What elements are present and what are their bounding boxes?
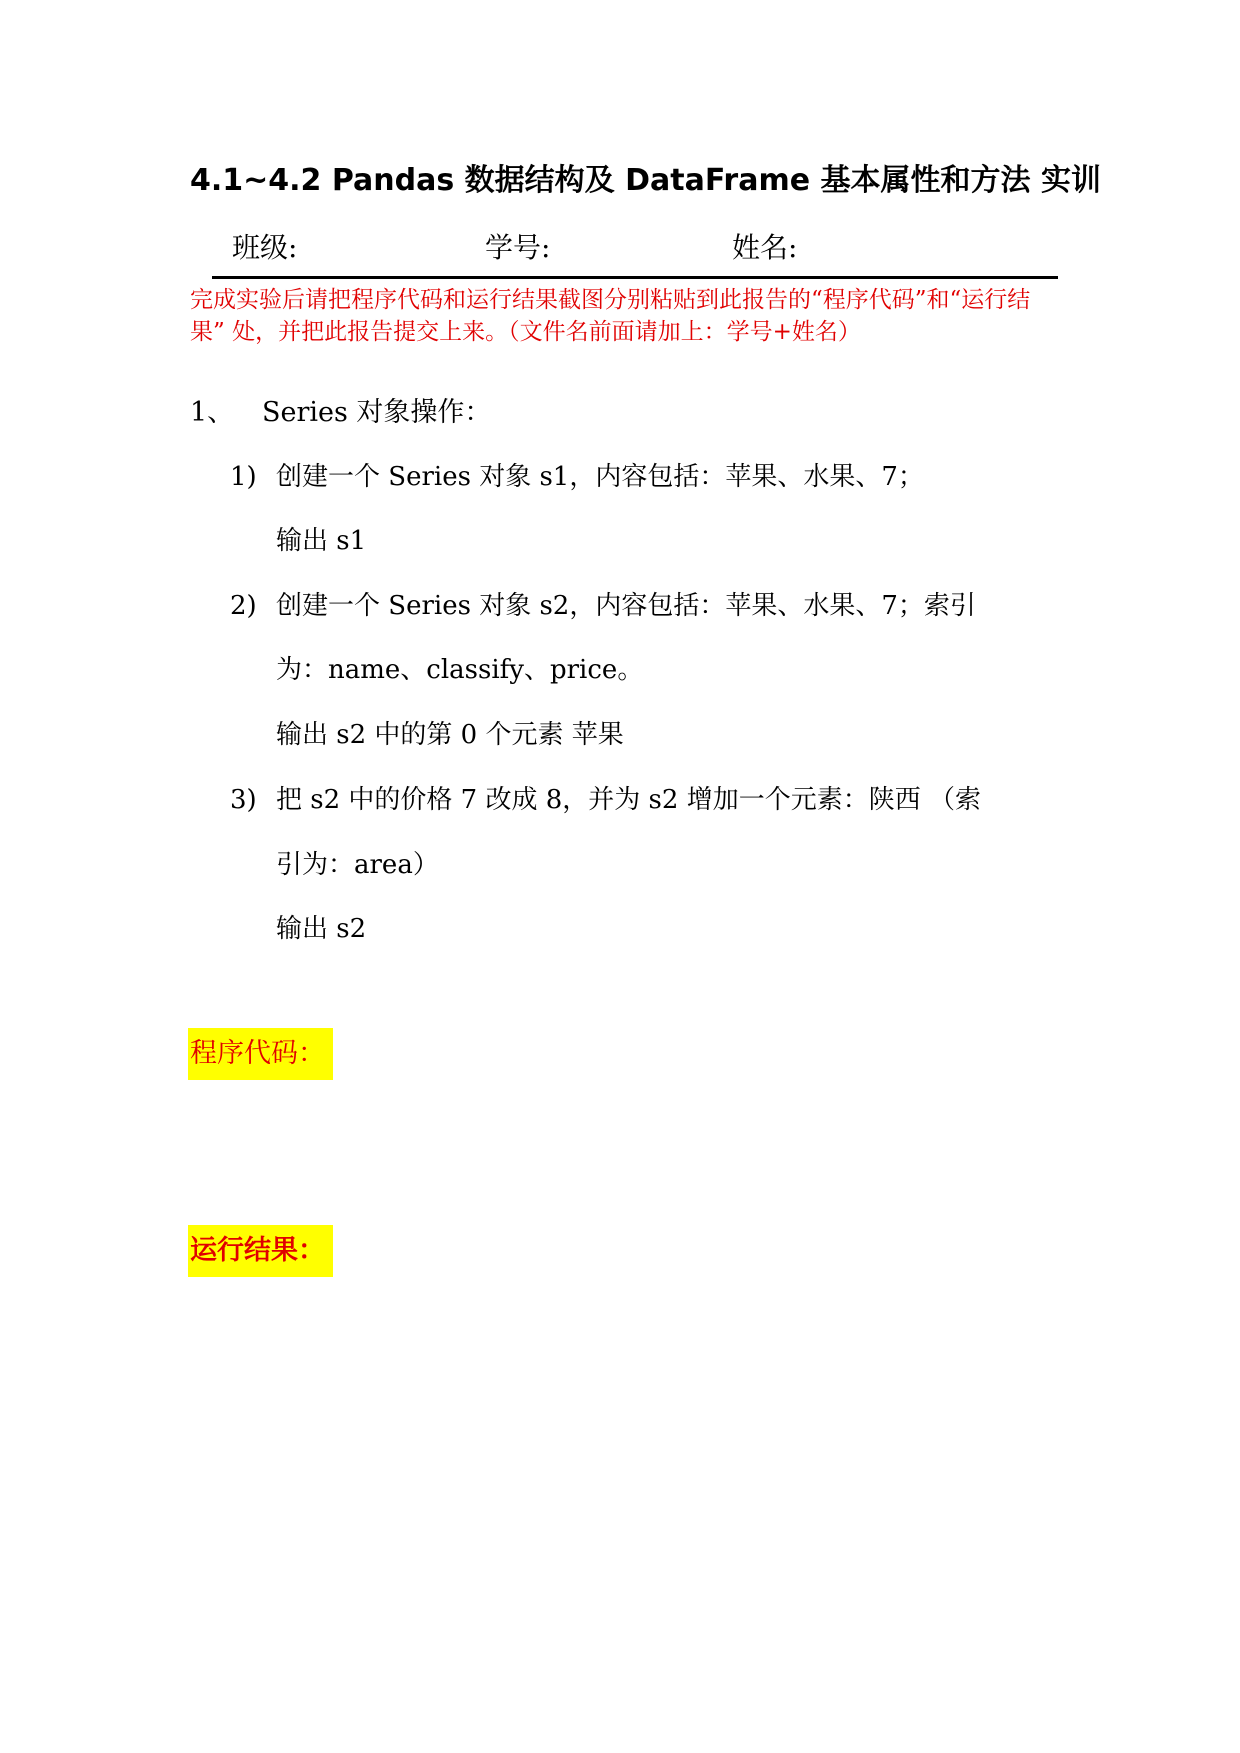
program-code-label: 程序代码： [188, 1028, 333, 1080]
task-item-1-text: 创建一个 Series 对象 s1，内容包括：苹果、水果、7； [276, 462, 924, 492]
submission-notice: 完成实验后请把程序代码和运行结果截图分别粘贴到此报告的“程序代码”和“运行结果” 处，并把此报告提交上来。（文件名前面请加上：学号+姓名） [190, 287, 1031, 345]
page-title: 4.1~4.2 Pandas 数据结构及 DataFrame 基本属性和方法 实训 [190, 163, 1101, 198]
task-item-2-line-2: 为：name、classify、price。 [276, 655, 644, 685]
task-item-2-line-1 [230, 586, 976, 626]
task-item-2-line-3: 输出 s2 中的第 0 个元素 苹果 [276, 720, 624, 750]
class-label: 班级: [232, 231, 298, 264]
header-divider [212, 276, 1058, 279]
task-item-3-line-2: 引为：area） [276, 850, 439, 880]
task-item-1-line-1 [230, 457, 924, 497]
name-label: 姓名: [732, 231, 798, 264]
task-item-1-marker: 1) [230, 462, 257, 492]
section-number: 1、 [190, 397, 235, 428]
section-heading [190, 393, 491, 433]
task-item-3-text: 把 s2 中的价格 7 改成 8，并为 s2 增加一个元素：陕西 （索 [276, 785, 981, 815]
task-item-1-line-2: 输出 s1 [276, 526, 367, 556]
task-item-2-text: 创建一个 Series 对象 s2，内容包括：苹果、水果、7；索引 [276, 591, 976, 621]
task-item-3-line-3: 输出 s2 [276, 914, 367, 944]
task-item-3-marker: 3) [230, 785, 257, 815]
task-item-3-line-1 [230, 780, 981, 820]
section-title: Series 对象操作： [262, 397, 492, 428]
run-result-label: 运行结果： [188, 1225, 333, 1277]
student-id-label: 学号: [485, 231, 551, 264]
task-item-2-marker: 2) [230, 591, 257, 621]
